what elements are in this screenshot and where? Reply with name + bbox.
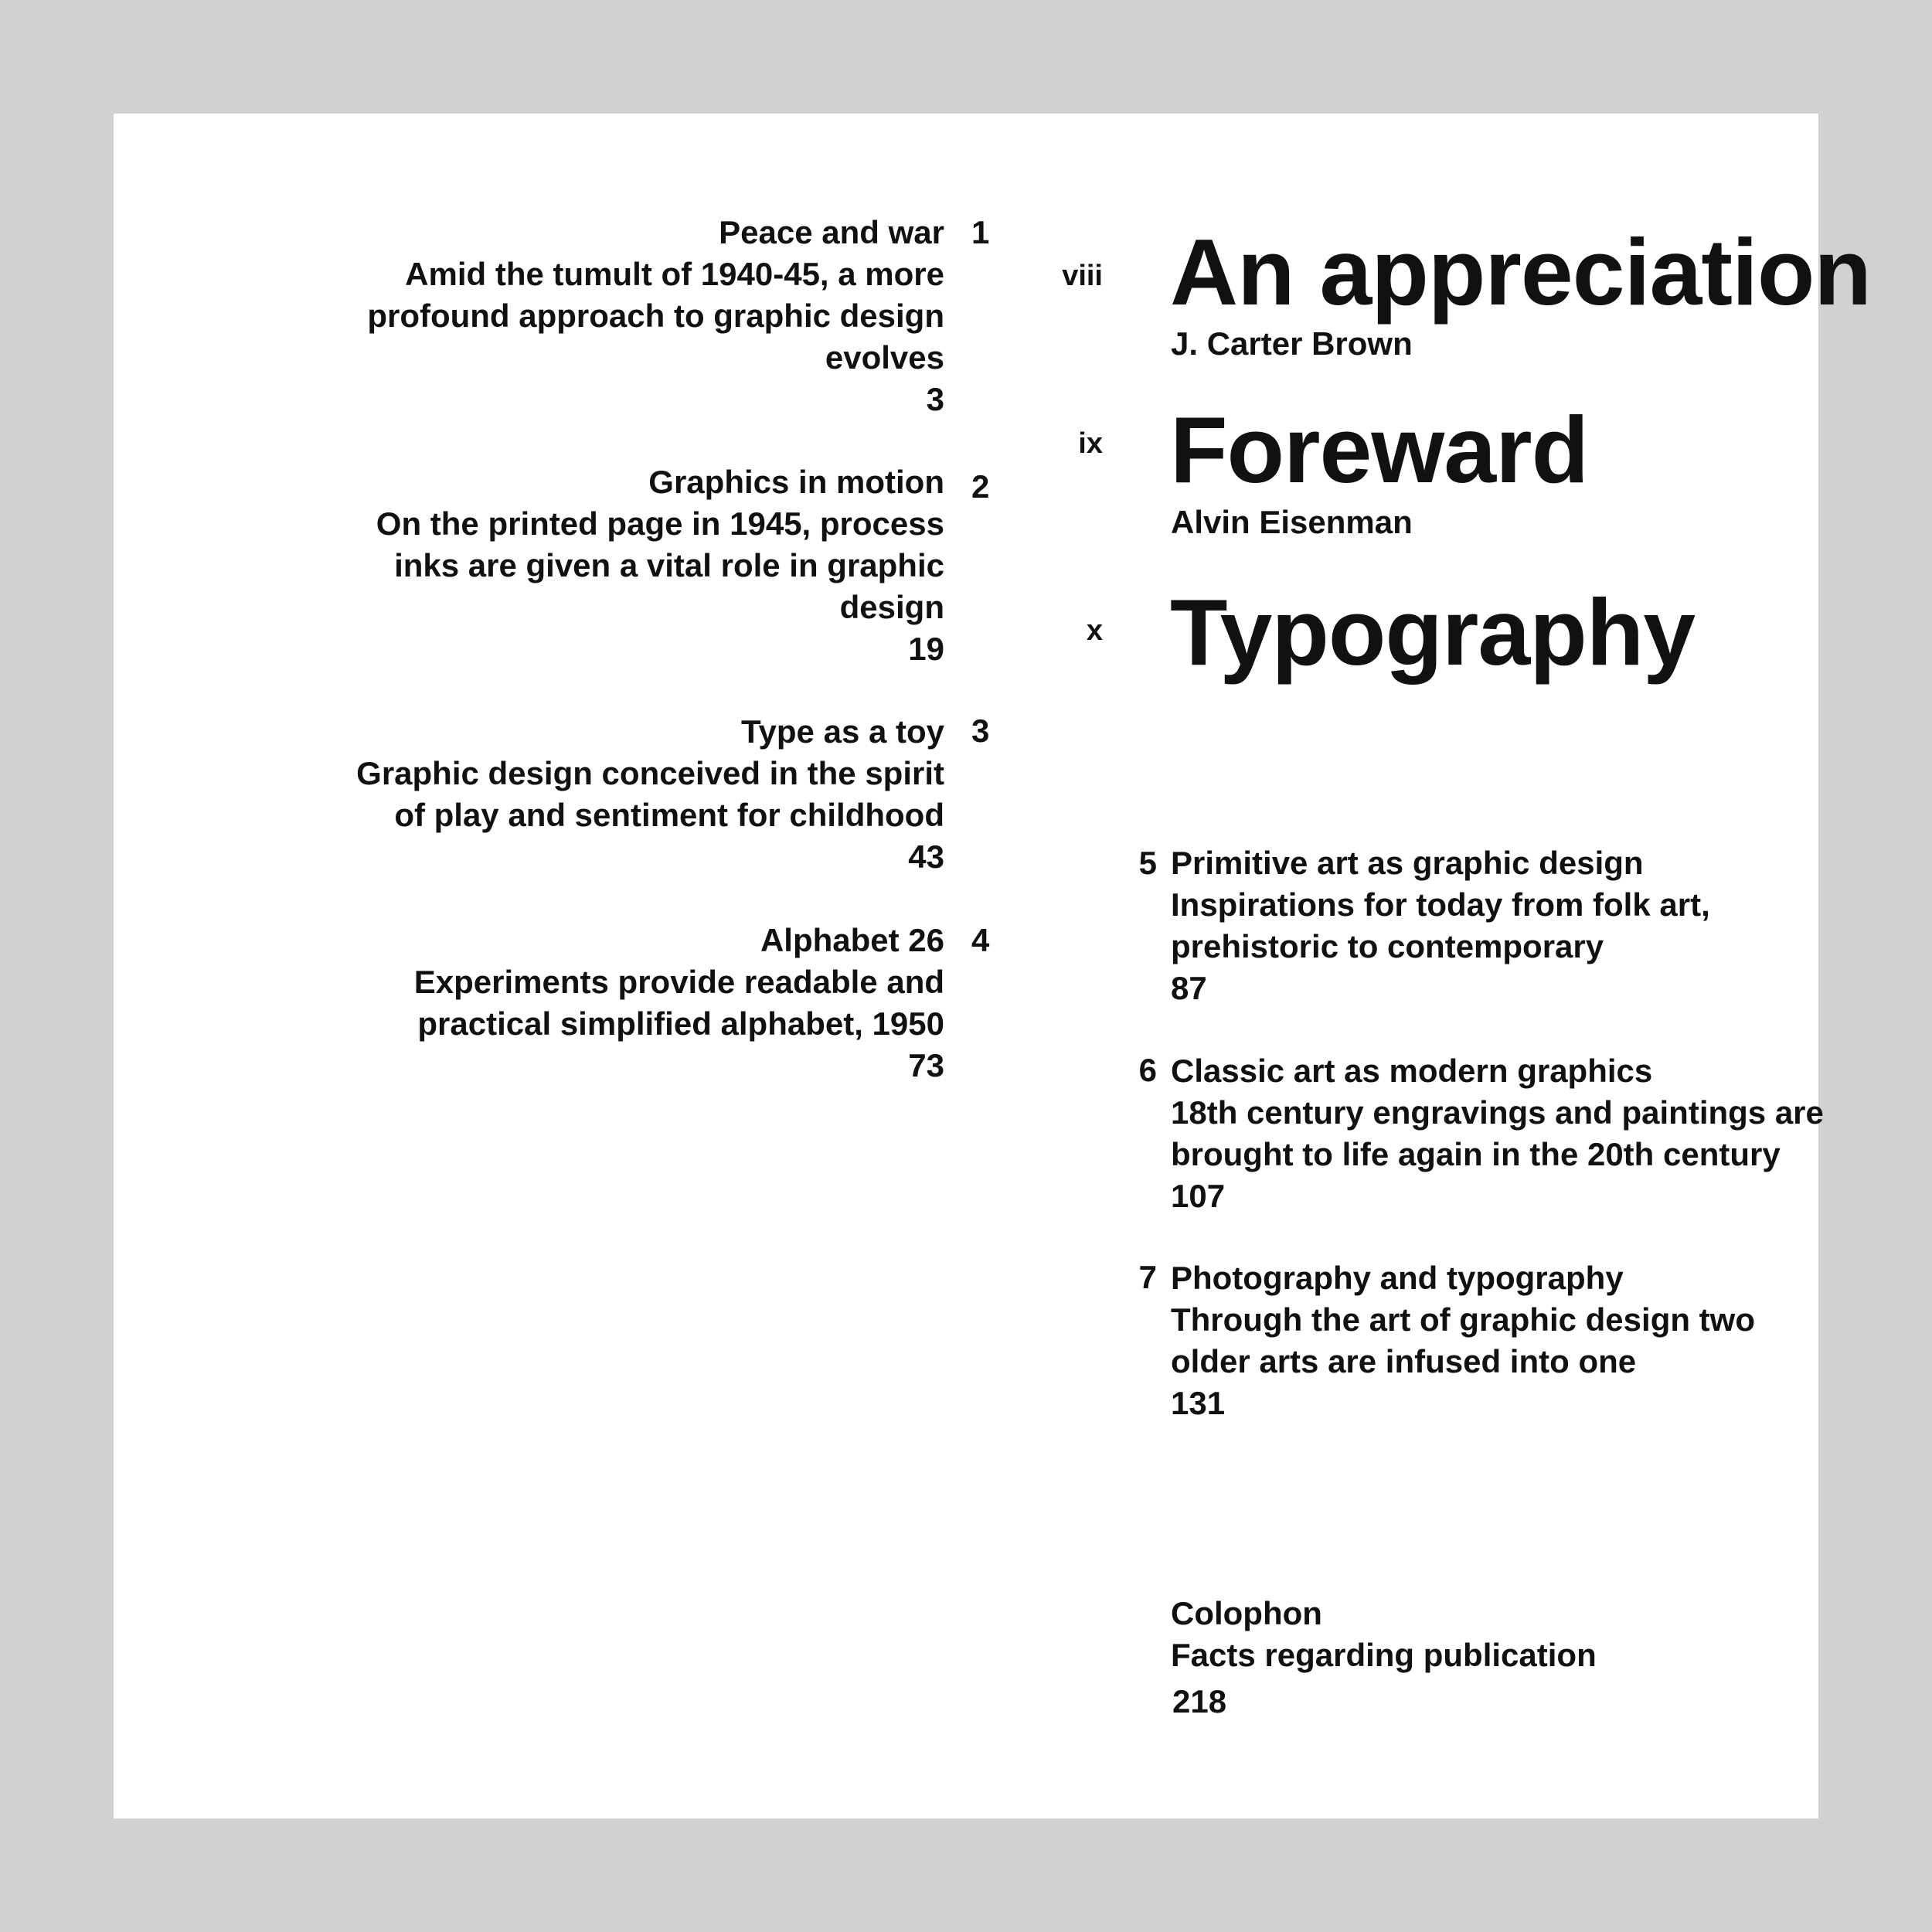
chapter-description-line: practical simplified alphabet, 1950 — [417, 1005, 944, 1042]
chapter-description-line: brought to life again in the 20th century — [1171, 1136, 1781, 1172]
front-matter-author: Alvin Eisenman — [1171, 504, 1413, 540]
toc-entry-chapter-5[interactable] — [1171, 842, 1932, 1009]
toc-entry-chapter-7[interactable] — [1171, 1257, 1932, 1424]
front-matter-page-number: x — [1086, 614, 1103, 647]
toc-entry-chapter-1[interactable] — [114, 212, 944, 420]
chapter-description-line: prehistoric to contemporary — [1171, 928, 1604, 964]
chapter-number: 6 — [1138, 1052, 1157, 1088]
toc-entry-chapter-3[interactable] — [114, 711, 944, 878]
chapter-page-number: 43 — [908, 838, 944, 875]
colophon-page-number: 218 — [1172, 1683, 1227, 1719]
chapter-page-number: 107 — [1171, 1178, 1226, 1214]
chapter-description-line: of play and sentiment for childhood — [394, 797, 944, 833]
toc-entry-chapter-2[interactable] — [114, 461, 944, 670]
toc-entry-chapter-6[interactable] — [1171, 1050, 1932, 1217]
book-page — [114, 114, 1871, 1818]
toc-entry-colophon[interactable] — [1171, 1593, 1932, 1723]
chapter-description-line: Experiments provide readable and — [413, 964, 944, 1000]
chapter-description-line: profound approach to graphic design — [367, 298, 944, 334]
colophon-description: Facts regarding publication — [1171, 1637, 1597, 1673]
chapter-page-number: 19 — [908, 631, 944, 667]
chapter-title: Type as a toy — [741, 713, 944, 750]
chapter-number: 1 — [971, 214, 990, 250]
chapter-description-line: design — [839, 589, 944, 625]
colophon-title: Colophon — [1171, 1595, 1322, 1631]
chapter-page-number: 87 — [1171, 970, 1207, 1006]
chapter-title: Graphics in motion — [648, 464, 944, 500]
chapter-description-line: older arts are infused into one — [1171, 1343, 1637, 1379]
chapter-description-line: Through the art of graphic design two — [1171, 1301, 1755, 1338]
chapter-title: Classic art as modern graphics — [1171, 1053, 1653, 1089]
front-matter-page-number: ix — [1078, 427, 1103, 460]
chapter-title: Primitive art as graphic design — [1171, 845, 1644, 881]
chapter-description-line: On the printed page in 1945, process — [376, 505, 944, 542]
chapter-description-line: evolves — [825, 339, 944, 376]
toc-entry-chapter-4[interactable] — [114, 920, 944, 1087]
chapter-number: 5 — [1138, 845, 1157, 881]
chapter-description-line: Inspirations for today from folk art, — [1171, 886, 1710, 923]
front-matter-page-number: viii — [1062, 260, 1103, 292]
chapter-title: Alphabet 26 — [760, 922, 944, 958]
chapter-description-line: 18th century engravings and paintings are — [1171, 1094, 1824, 1131]
chapter-title: Photography and typography — [1171, 1260, 1624, 1296]
chapter-number: 4 — [971, 922, 990, 958]
front-matter-title[interactable]: Typography — [1170, 580, 1696, 685]
chapter-number: 3 — [971, 713, 990, 749]
front-matter-author: J. Carter Brown — [1171, 325, 1413, 362]
chapter-number: 2 — [971, 468, 990, 505]
front-matter-title[interactable]: An appreciation — [1170, 219, 1871, 325]
chapter-title: Peace and war — [719, 214, 944, 250]
chapter-page-number: 3 — [926, 381, 944, 417]
front-matter-title[interactable]: Foreward — [1170, 397, 1589, 502]
chapter-number: 7 — [1138, 1259, 1157, 1295]
chapter-description-line: inks are given a vital role in graphic — [394, 547, 944, 583]
chapter-description-line: Amid the tumult of 1940-45, a more — [405, 256, 944, 292]
chapter-page-number: 73 — [908, 1047, 944, 1083]
chapter-page-number: 131 — [1171, 1385, 1226, 1421]
chapter-description-line: Graphic design conceived in the spirit — [356, 755, 944, 791]
